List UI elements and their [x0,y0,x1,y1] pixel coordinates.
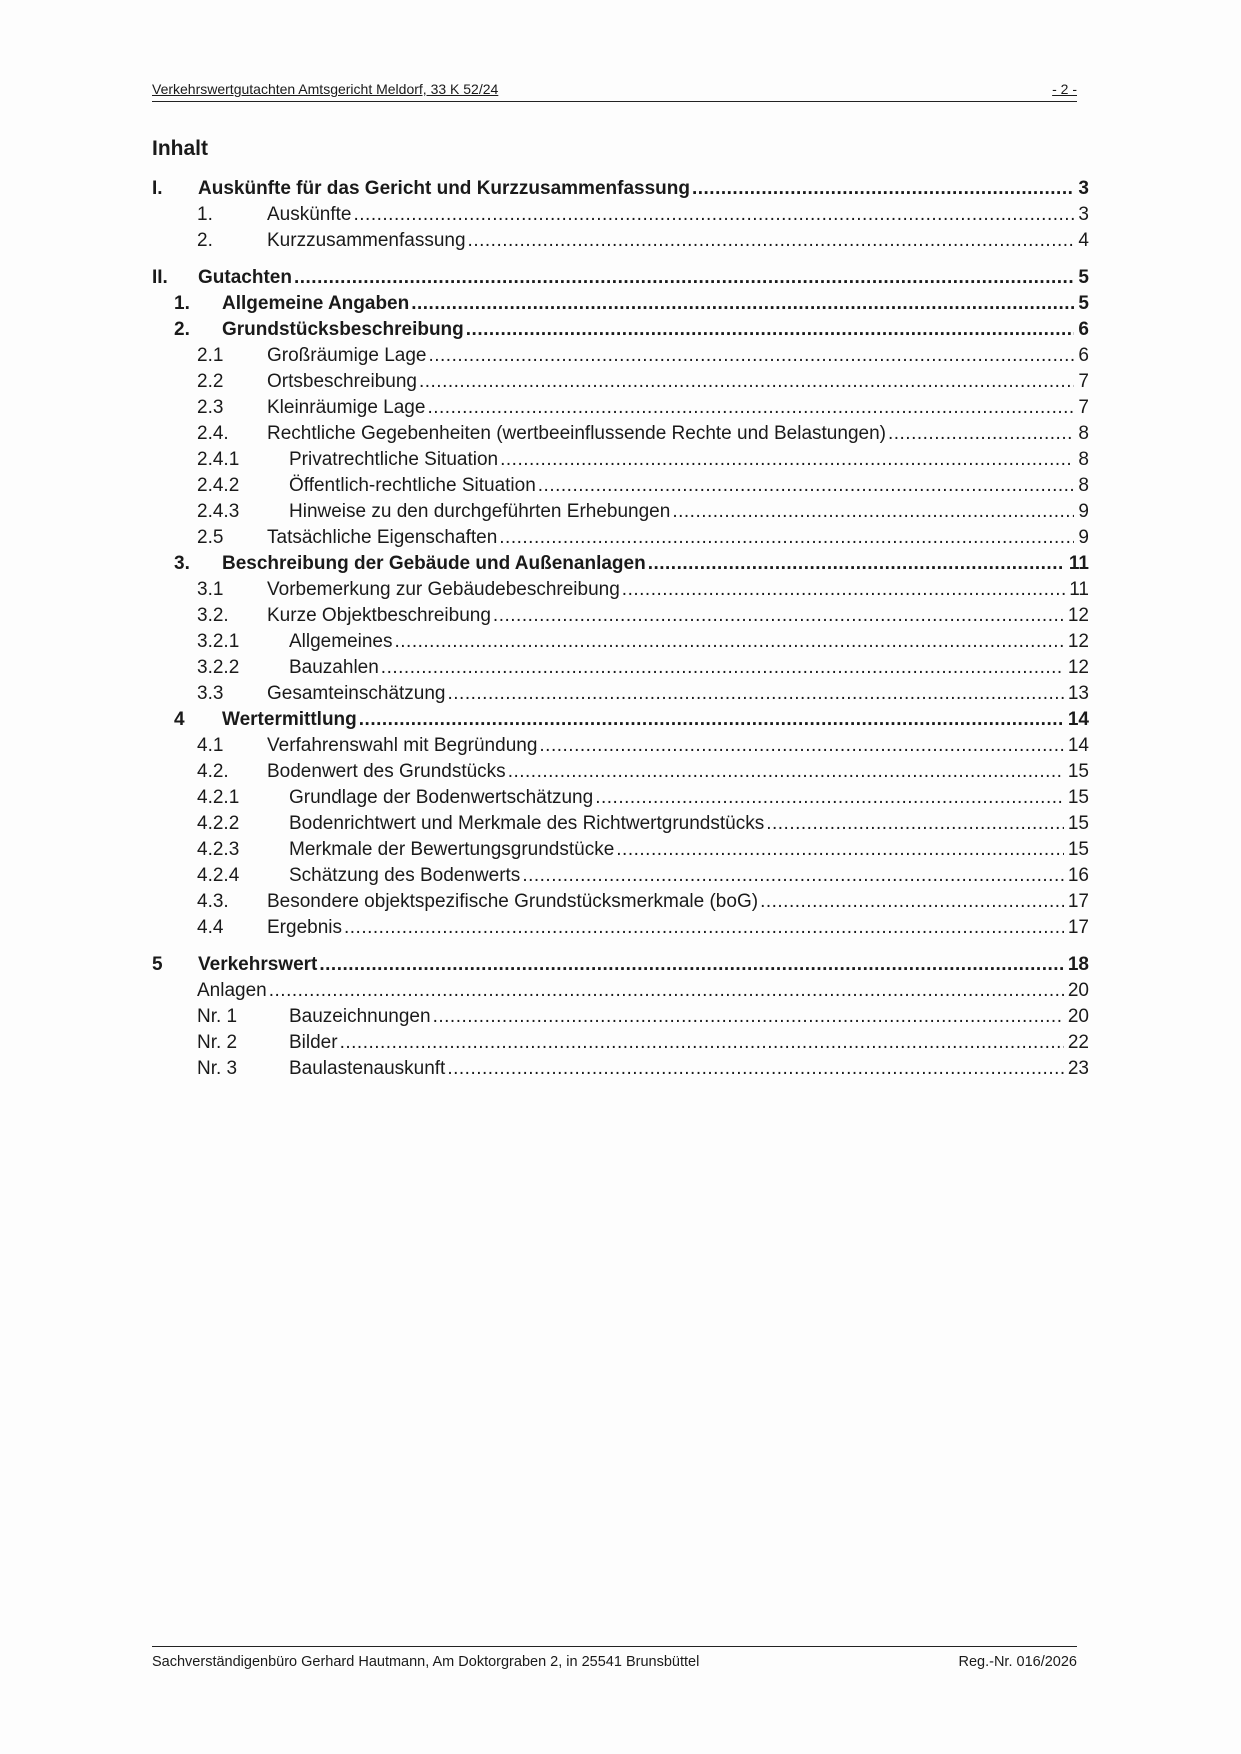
toc-entry-page: 5 [1078,293,1089,314]
dot-leader [672,499,1074,525]
toc-entry-number: 5 [152,954,163,975]
toc-entry-page: 20 [1067,1006,1089,1027]
toc-entry-body [289,811,1089,837]
toc-entry-number: 2.4. [197,423,229,444]
dot-leader [539,733,1063,759]
toc-entry-body [198,176,1089,202]
toc-entry-body [267,889,1089,915]
toc-entry-body [222,551,1089,577]
toc-entry[interactable] [152,629,1089,655]
toc-entry-label: Allgemeines [289,631,393,652]
toc-entry-label: Öffentlich-rechtliche Situation [289,475,536,496]
toc-entry-number: 4 [174,709,185,730]
toc-entry-body [289,1056,1089,1082]
dot-leader [381,655,1064,681]
dot-leader [411,291,1074,317]
toc-entry[interactable] [152,473,1089,499]
toc-entry-page: 6 [1078,319,1089,340]
toc-entry-page: 4 [1078,230,1089,251]
toc-entry-page: 16 [1067,865,1089,886]
toc-entry-label: Auskünfte für das Gericht und Kurzzusammenfassung [198,178,690,199]
toc-entry-label: Grundlage der Bodenwertschätzung [289,787,594,808]
toc-entry-number: 2.4.3 [197,501,240,522]
toc-entry-number: 3.2. [197,605,229,626]
toc-entry-label: Merkmale der Bewertungsgrundstücke [289,839,615,860]
toc-entry-label: Vorbemerkung zur Gebäudebeschreibung [267,579,620,600]
toc-entry[interactable] [152,1004,1089,1030]
toc-entry-page: 17 [1067,891,1089,912]
toc-entry[interactable] [152,577,1089,603]
toc-entry[interactable] [152,1030,1089,1056]
toc-entry-label: Privatrechtliche Situation [289,449,499,470]
toc-entry-label: Schätzung des Bodenwerts [289,865,521,886]
toc-entry-page: 9 [1078,527,1089,548]
toc-entry-page: 18 [1067,954,1089,975]
toc-entry-body [289,499,1089,525]
toc-entry[interactable] [152,343,1089,369]
toc-entry-label: Wertermittlung [222,709,357,730]
toc-entry[interactable] [152,978,1089,1004]
toc-entry-body [289,837,1089,863]
dot-leader [427,395,1074,421]
toc-entry-page: 7 [1078,397,1089,418]
toc-entry-number: 4.2.2 [197,813,240,834]
toc-entry-body [267,577,1089,603]
toc-entry-number: 1. [197,204,213,225]
page-header [152,81,1077,102]
toc-entry[interactable] [152,837,1089,863]
dot-leader [340,1030,1064,1056]
toc-entry-page: 8 [1078,449,1089,470]
toc-entry-label: Baulastenauskunft [289,1058,446,1079]
toc-entry[interactable] [152,499,1089,525]
dot-leader [692,176,1074,202]
toc-entry-number: 2.4.1 [197,449,240,470]
toc-entry-number: 4.4 [197,917,224,938]
toc-title: Inhalt [152,137,208,160]
toc-entry-page: 20 [1067,980,1089,1001]
dot-leader [595,785,1064,811]
toc-entry-body [267,733,1089,759]
toc-entry[interactable] [152,317,1089,343]
toc-entry-label: Großräumige Lage [267,345,427,366]
toc-entry-page: 22 [1067,1032,1089,1053]
toc-entry-label: Gutachten [198,267,292,288]
toc-entry-number: 2.4.2 [197,475,240,496]
toc-entry-body [267,343,1089,369]
toc-entry-body [267,228,1089,254]
toc-entry-number: 2.2 [197,371,224,392]
toc-entry-body [197,978,1089,1004]
toc-entry-number: Nr. 3 [197,1058,238,1079]
toc-entry-body [267,915,1089,941]
dot-leader [359,707,1064,733]
toc-entry-label: Auskünfte [267,204,352,225]
toc-entry-body [267,759,1089,785]
toc-entry[interactable] [152,603,1089,629]
dot-leader [344,915,1064,941]
dot-leader [447,1056,1064,1082]
toc-entry-label: Bauzahlen [289,657,379,678]
footer-address: Sachverständigenbüro Gerhard Hautmann, Am Doktorgraben 2, in 25541 Brunsbüttel [152,1654,700,1670]
toc-entry-number: Nr. 1 [197,1006,238,1027]
toc-entry-body [289,1030,1089,1056]
toc-entry-body [267,421,1089,447]
toc-entry-number: 2.3 [197,397,224,418]
toc-entry-number: 4.2.4 [197,865,240,886]
toc-entry-page: 17 [1067,917,1089,938]
dot-leader [508,759,1064,785]
toc-entry-page: 6 [1078,345,1089,366]
toc-entry-page: 15 [1067,787,1089,808]
toc-spacer [152,254,1089,265]
toc-entry[interactable] [152,785,1089,811]
toc-entry[interactable] [152,395,1089,421]
dot-leader [294,265,1074,291]
toc-entry-label: Kurze Objektbeschreibung [267,605,491,626]
toc-entry-body [289,655,1089,681]
toc-entry-number: 3.2.1 [197,631,240,652]
toc-entry-body [289,1004,1089,1030]
footer-reg-number: Reg.-Nr. 016/2026 [958,1654,1077,1670]
dot-leader [648,551,1065,577]
toc-entry-body [267,395,1089,421]
dot-leader [616,837,1064,863]
toc-entry-label: Tatsächliche Eigenschaften [267,527,498,548]
toc-entry-body [198,265,1089,291]
page-footer [152,1646,1077,1670]
toc-entry[interactable] [152,811,1089,837]
table-of-contents [152,176,1089,1082]
toc-entry-page: 23 [1067,1058,1089,1079]
toc-entry-label: Beschreibung der Gebäude und Außenanlagen [222,553,646,574]
toc-entry-label: Allgemeine Angaben [222,293,410,314]
toc-entry-page: 12 [1067,657,1089,678]
dot-leader [466,317,1075,343]
dot-leader [428,343,1074,369]
toc-entry[interactable] [152,952,1089,978]
dot-leader [319,952,1064,978]
page-number: - 2 - [1052,81,1077,97]
toc-entry[interactable] [152,421,1089,447]
toc-entry-body [267,202,1089,228]
toc-entry[interactable] [152,1056,1089,1082]
toc-entry-number: 2. [197,230,213,251]
toc-entry[interactable] [152,265,1089,291]
toc-entry-label: Rechtliche Gegebenheiten (wertbeeinflussende Rechte und Belastungen) [267,423,886,444]
dot-leader [538,473,1075,499]
dot-leader [493,603,1064,629]
toc-entry[interactable] [152,176,1089,202]
toc-entry-label: Anlagen [197,980,267,1001]
toc-entry-page: 11 [1068,553,1089,574]
toc-entry[interactable] [152,525,1089,551]
toc-entry-body [289,863,1089,889]
toc-entry-page: 3 [1078,204,1089,225]
toc-entry-number: 4.2.1 [197,787,240,808]
toc-entry-page: 15 [1067,761,1089,782]
toc-entry-label: Bodenrichtwert und Merkmale des Richtwertgrundstücks [289,813,765,834]
dot-leader [522,863,1064,889]
dot-leader [766,811,1064,837]
toc-entry-label: Kleinräumige Lage [267,397,426,418]
toc-entry-page: 12 [1067,605,1089,626]
toc-entry-body [222,291,1089,317]
toc-entry[interactable] [152,681,1089,707]
dot-leader [622,577,1065,603]
toc-entry-number: 4.2. [197,761,229,782]
dot-leader [888,421,1074,447]
toc-entry-number: Nr. 2 [197,1032,238,1053]
dot-leader [468,228,1075,254]
toc-entry-body [289,629,1089,655]
toc-entry-page: 8 [1078,423,1089,444]
toc-entry-number: I. [152,178,163,199]
toc-entry-body [267,603,1089,629]
toc-entry-page: 14 [1067,735,1089,756]
dot-leader [354,202,1075,228]
toc-entry-label: Bauzeichnungen [289,1006,431,1027]
dot-leader [433,1004,1064,1030]
dot-leader [269,978,1064,1004]
toc-entry-body [222,317,1089,343]
toc-entry-page: 14 [1067,709,1089,730]
toc-entry[interactable] [152,369,1089,395]
toc-entry-number: 4.1 [197,735,224,756]
toc-entry-number: II. [152,267,168,288]
dot-leader [500,447,1074,473]
dot-leader [395,629,1064,655]
toc-entry-number: 1. [174,293,190,314]
toc-entry[interactable] [152,228,1089,254]
toc-entry-number: 2.5 [197,527,224,548]
toc-entry-page: 9 [1078,501,1089,522]
toc-entry-body [198,952,1089,978]
toc-entry-number: 3. [174,553,190,574]
header-title: Verkehrswertgutachten Amtsgericht Meldorf, 33 K 52/24 [152,81,499,97]
toc-entry-body [267,681,1089,707]
toc-entry[interactable] [152,863,1089,889]
toc-entry-label: Hinweise zu den durchgeführten Erhebungen [289,501,671,522]
toc-entry[interactable] [152,447,1089,473]
toc-entry-label: Bilder [289,1032,338,1053]
toc-entry-label: Kurzzusammenfassung [267,230,466,251]
toc-entry-body [289,447,1089,473]
toc-entry-body [289,785,1089,811]
toc-entry-body [267,369,1089,395]
toc-entry-page: 3 [1078,178,1089,199]
toc-entry-page: 5 [1078,267,1089,288]
toc-entry-body [267,525,1089,551]
toc-entry-label: Gesamteinschätzung [267,683,446,704]
toc-entry[interactable] [152,889,1089,915]
toc-entry[interactable] [152,202,1089,228]
toc-entry-label: Bodenwert des Grundstücks [267,761,506,782]
toc-entry[interactable] [152,291,1089,317]
toc-entry-page: 15 [1067,813,1089,834]
toc-entry-number: 4.3. [197,891,229,912]
toc-entry-page: 8 [1078,475,1089,496]
toc-entry[interactable] [152,759,1089,785]
toc-entry-page: 13 [1067,683,1089,704]
toc-entry-page: 11 [1069,579,1089,600]
toc-entry-number: 3.1 [197,579,224,600]
toc-entry-page: 15 [1067,839,1089,860]
toc-entry-label: Besondere objektspezifische Grundstücksmerkmale (boG) [267,891,759,912]
toc-entry-label: Verkehrswert [198,954,318,975]
toc-entry-number: 2.1 [197,345,224,366]
toc-entry-label: Verfahrenswahl mit Begründung [267,735,538,756]
toc-entry-body [222,707,1089,733]
toc-spacer [152,941,1089,952]
toc-entry-body [289,473,1089,499]
dot-leader [760,889,1064,915]
toc-entry[interactable] [152,733,1089,759]
toc-entry[interactable] [152,915,1089,941]
toc-entry-page: 7 [1078,371,1089,392]
toc-entry-number: 2. [174,319,190,340]
toc-entry-page: 12 [1067,631,1089,652]
dot-leader [499,525,1074,551]
toc-entry-label: Grundstücksbeschreibung [222,319,464,340]
dot-leader [419,369,1074,395]
toc-entry-number: 3.3 [197,683,224,704]
toc-entry-number: 3.2.2 [197,657,240,678]
toc-entry[interactable] [152,707,1089,733]
toc-entry[interactable] [152,551,1089,577]
toc-entry-number: 4.2.3 [197,839,240,860]
toc-entry[interactable] [152,655,1089,681]
toc-entry-label: Ergebnis [267,917,342,938]
toc-entry-label: Ortsbeschreibung [267,371,417,392]
dot-leader [448,681,1064,707]
